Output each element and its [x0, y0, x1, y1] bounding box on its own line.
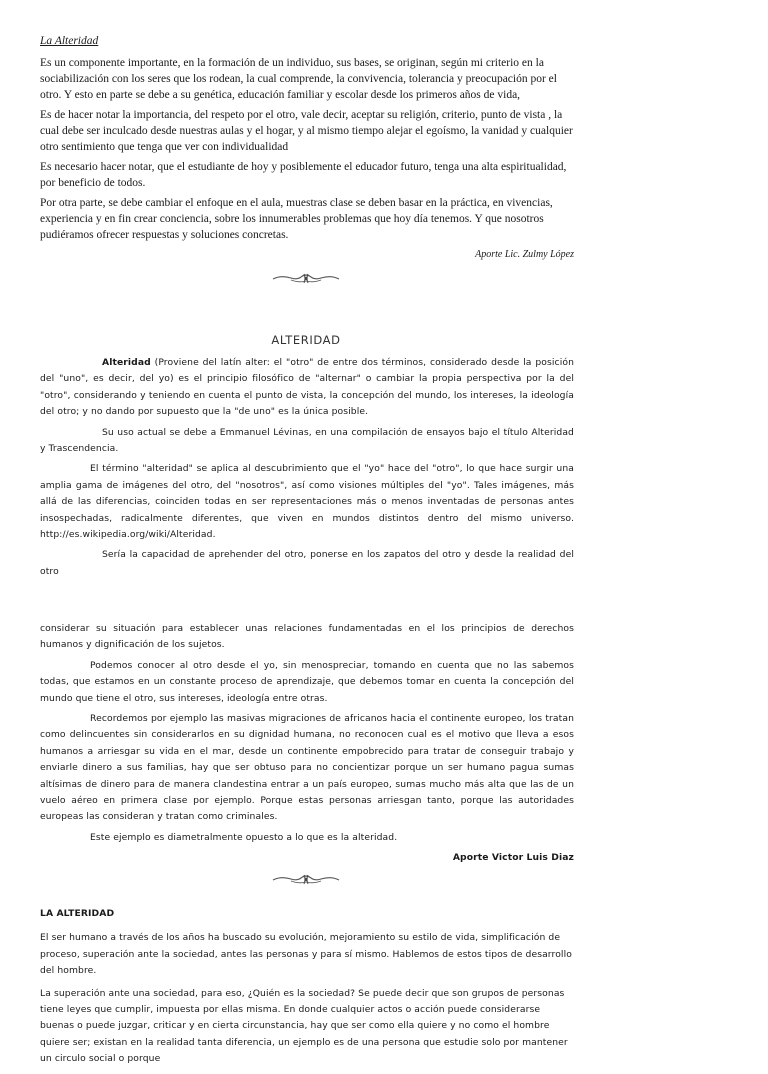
- paragraph: Es un componente importante, en la formación de un individuo, sus bases, se originan, según mi criterio en la sociabilización con los seres que los rodean, la cual comprende, la convivencia, tolerancia y preocupación por el otro. Y esto en parte se debe a su genética, educación familiar y escolar desde los primeros años de vida,: [40, 57, 557, 101]
- paragraph: El ser humano a través de los años ha buscado su evolución, mejoramiento su estilo de vida, simplificación de proceso, superación ante la sociedad, antes las personas y para sí mismo. Hablemos de estos tipos de desarrollo del hombre.: [40, 932, 572, 977]
- paragraph: Sería la capacidad de aprehender del otro, ponerse en los zapatos del otro y desde la realidad del otro: [40, 549, 574, 577]
- paragraph: La superación ante una sociedad, para eso, ¿Quién es la sociedad? Se puede decir que son grupos de personas tiene leyes que cumplir, impuesta por ellas misma. En donde cualquier actos o acción puede considerarse buenas o puede juzgar, criticar y en cierta circunstancia, hay que ser como ella quiere y no como el hombre quiere ser; existan en la realidad tanta diferencia, un ejemplo es de una persona que estudie solo por mantener un circulo social o porque: [40, 987, 568, 1065]
- section-alteridad-part1: [40, 355, 574, 584]
- paragraph: Este ejemplo es diametralmente opuesto a lo que es la alteridad.: [90, 831, 398, 843]
- paragraph-text: (Proviene del latín alter: el "otro" de entre dos términos, considerado desde la posición del "uno", es decir, del yo) es el principio filosófico de "alternar" o cambiar la propia perspectiva por la del "otro", considerando y teniendo en cuenta el punto de vista, la concepción del mundo, los intereses, la ideología del otro; y no dando por supuesto que la "de uno" es la única posible.: [40, 357, 574, 418]
- paragraph: considerar su situación para establecer unas relaciones fundamentadas en el los principios de derechos humanos y dignificación de los sujetos.: [40, 623, 574, 651]
- paragraph: Es necesario hacer notar, que el estudiante de hoy y posiblemente el educador futuro, tenga una alta espiritualidad, por beneficio de todos.: [40, 161, 567, 189]
- paragraph: Su uso actual se debe a Emmanuel Lévinas, en una compilación de ensayos bajo el título Alteridad y Trascendencia.: [40, 426, 574, 455]
- paragraph: Es de hacer notar la importancia, del respeto por el otro, vale decir, aceptar su religión, criterio, punto de vista , la cual debe ser inculcado desde nuestras aulas y el hogar, y al mismo tiempo alejar el egoísmo, la vanidad y cualquier otro sentimiento que tenga que ver con individualidad: [40, 109, 573, 153]
- section-la-alteridad: [40, 906, 574, 1074]
- section-zulmy: [40, 33, 574, 267]
- paragraph: [40, 355, 574, 421]
- paragraph: Podemos conocer al otro desde el yo, sin menospreciar, tomando en cuenta que no las sabemos todas, que estamos en un constante proceso de aprendizaje, que debemos tomar en cuenta la concepción del mundo que tiene el otro, sus intereses, ideología entre otras.: [40, 659, 574, 704]
- paragraph: Recordemos por ejemplo las masivas migraciones de africanos hacia el continente europeo, los tratan como delincuentes sin considerarlos en su dignidad humana, no reconocen cual es el motivo que lleva a esos humanos a arriesgar su vida en el mar, desde un continente empobrecido para tratar de conseguir trabajo y enviarle dinero a sus familias, hay que ser obtuso para no concientizar porque un ser humano pagua sumas altísimas de dinero para de manera clandestina entrar a un país europeo, sumas mucho más alta que las de un vuelo aéreo en primera clase por ejemplo. Porque estas personas arriesgan tanto, porque las autoridades europeas las consideran y tratan como criminales.: [40, 713, 574, 823]
- section-title: LA ALTERIDAD: [40, 908, 115, 919]
- author-credit: Aporte Victor Luis Diaz: [452, 852, 574, 864]
- section-title: ALTERIDAD: [271, 333, 341, 347]
- section-title: La Alteridad: [40, 35, 99, 47]
- scroll-flourish-icon: [271, 873, 341, 887]
- author-credit: Aporte Lic. Zulmy López: [475, 249, 574, 260]
- scroll-flourish-icon: [271, 272, 341, 286]
- term-bold: Alteridad: [102, 357, 151, 368]
- paragraph: Por otra parte, se debe cambiar el enfoque en el aula, muestras clase se deben basar en la práctica, en vivencias, experiencia y en fin crear conciencia, sobre los innumerables problemas que hoy día tenemos. Y que nosotros pudiéramos ofrecer respuestas y soluciones concretas.: [40, 197, 553, 241]
- paragraph: El término "alteridad" se aplica al descubrimiento que el "yo" hace del "otro", lo que hace surgir una amplia gama de imágenes del otro, del "nosotros", así como visiones múltiples del "yo". Tales imágenes, más allá de las diferencias, coinciden todas en ser representaciones más o menos inventadas de personas antes insospechadas, radicalmente diferentes, que viven en mundos distintos dentro del mismo universo. http://es.wikipedia.org/wiki/Alteridad.: [40, 463, 574, 541]
- section-alteridad-part2: [40, 621, 574, 871]
